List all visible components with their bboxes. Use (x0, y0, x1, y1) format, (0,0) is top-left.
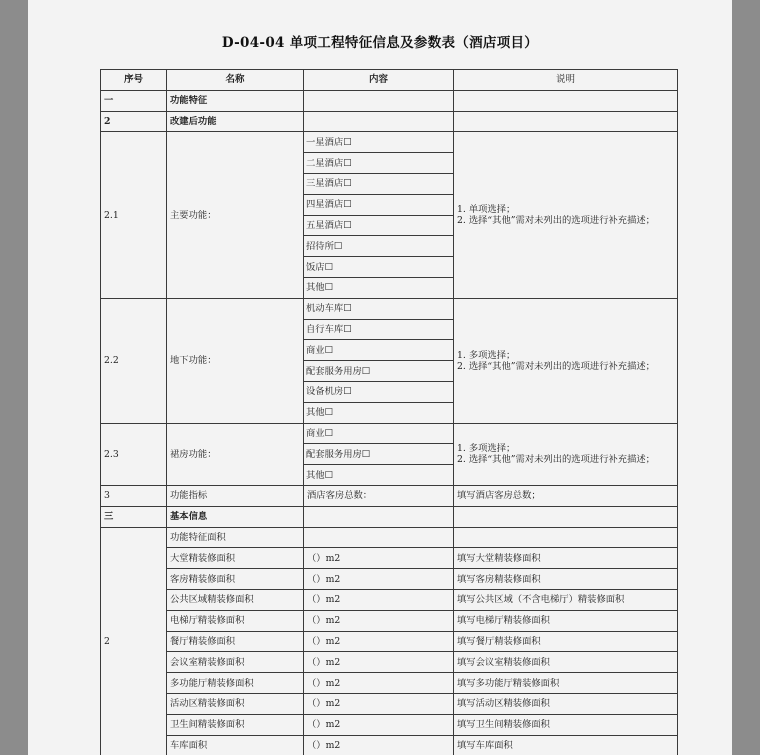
name-cell: 公共区域精装修面积 (167, 589, 304, 610)
table-row (101, 527, 678, 548)
seq-cell: 3 (101, 485, 167, 506)
content-cell[interactable] (304, 527, 454, 548)
table-row (101, 548, 678, 569)
content-cell[interactable]: （）m2 (304, 569, 454, 590)
content-cell[interactable]: （）m2 (304, 548, 454, 569)
option-cell[interactable]: 二星酒店☐ (304, 153, 454, 174)
header-seq: 序号 (101, 70, 167, 91)
content-cell[interactable]: （）m2 (304, 673, 454, 694)
content-cell[interactable]: 酒店客房总数： (304, 485, 454, 506)
name-cell: 活动区精装修面积 (167, 693, 304, 714)
page-title: D-04-04 单项工程特征信息及参数表（酒店项目） (221, 35, 539, 51)
seq-cell: 2.3 (101, 423, 167, 485)
seq-cell: 2.1 (101, 132, 167, 298)
name-cell: 基本信息 (167, 506, 304, 527)
name-cell: 客房精装修面积 (167, 569, 304, 590)
seq-cell: 2.2 (101, 298, 167, 423)
option-cell[interactable]: 招待所☐ (304, 236, 454, 257)
section-row (101, 506, 678, 527)
table-row (101, 693, 678, 714)
desc-cell: 填写公共区域（不含电梯厅）精装修面积 (454, 589, 678, 610)
table-row (101, 631, 678, 652)
name-cell: 功能特征面积 (167, 527, 304, 548)
table-row (101, 673, 678, 694)
desc-cell: 1. 多项选择； 2. 选择“其他”需对未列出的选项进行补充描述； (454, 423, 678, 485)
name-cell: 餐厅精装修面积 (167, 631, 304, 652)
seq-cell: 2 (101, 527, 167, 755)
table-row (101, 569, 678, 590)
name-cell: 地下功能： (167, 298, 304, 423)
desc-cell: 填写餐厅精装修面积 (454, 631, 678, 652)
option-cell[interactable]: 饭店☐ (304, 257, 454, 278)
content-cell[interactable]: （）m2 (304, 652, 454, 673)
name-cell: 功能特征 (167, 90, 304, 111)
desc-cell: 填写卫生间精装修面积 (454, 714, 678, 735)
table-row (101, 132, 678, 153)
desc-cell (454, 527, 678, 548)
desc-cell: 填写客房精装修面积 (454, 569, 678, 590)
content-cell[interactable]: （）m2 (304, 589, 454, 610)
header-name: 名称 (167, 70, 304, 91)
table-row (101, 610, 678, 631)
content-cell[interactable]: （）m2 (304, 610, 454, 631)
table-row (101, 485, 678, 506)
option-cell[interactable]: 五星酒店☐ (304, 215, 454, 236)
seq-cell: 2 (101, 111, 167, 132)
content-cell[interactable]: （）m2 (304, 735, 454, 755)
desc-cell: 填写大堂精装修面积 (454, 548, 678, 569)
content-cell[interactable]: （）m2 (304, 631, 454, 652)
name-cell: 功能指标 (167, 485, 304, 506)
option-cell[interactable]: 自行车库☐ (304, 319, 454, 340)
name-cell: 多功能厅精装修面积 (167, 673, 304, 694)
name-cell: 改建后功能 (167, 111, 304, 132)
table-row (101, 735, 678, 755)
name-cell: 电梯厅精装修面积 (167, 610, 304, 631)
desc-cell: 填写酒店客房总数； (454, 485, 678, 506)
table-row (101, 714, 678, 735)
parameter-table (100, 69, 678, 755)
desc-cell: 1. 单项选择； 2. 选择“其他”需对未列出的选项进行补充描述； (454, 132, 678, 298)
option-cell[interactable]: 三星酒店☐ (304, 173, 454, 194)
option-cell[interactable]: 商业☐ (304, 340, 454, 361)
header-row (101, 70, 678, 91)
table-row (101, 298, 678, 319)
desc-cell: 填写会议室精装修面积 (454, 652, 678, 673)
name-cell: 会议室精装修面积 (167, 652, 304, 673)
table-row (101, 423, 678, 444)
desc-cell: 填写多功能厅精装修面积 (454, 673, 678, 694)
desc-cell: 1. 多项选择； 2. 选择“其他”需对未列出的选项进行补充描述； (454, 298, 678, 423)
option-cell[interactable]: 配套服务用房☐ (304, 361, 454, 382)
desc-cell: 填写活动区精装修面积 (454, 693, 678, 714)
seq-cell: 一 (101, 90, 167, 111)
name-cell: 车库面积 (167, 735, 304, 755)
name-cell: 卫生间精装修面积 (167, 714, 304, 735)
option-cell[interactable]: 其他☐ (304, 465, 454, 486)
header-desc: 说明 (454, 70, 678, 91)
table-row (101, 652, 678, 673)
option-cell[interactable]: 其他☐ (304, 277, 454, 298)
header-content: 内容 (304, 70, 454, 91)
table-row (101, 589, 678, 610)
option-cell[interactable]: 四星酒店☐ (304, 194, 454, 215)
content-cell[interactable]: （）m2 (304, 714, 454, 735)
option-cell[interactable]: 其他☐ (304, 402, 454, 423)
section-row (101, 90, 678, 111)
section-row (101, 111, 678, 132)
seq-cell: 三 (101, 506, 167, 527)
document-page (28, 0, 732, 755)
option-cell[interactable]: 机动车库☐ (304, 298, 454, 319)
option-cell[interactable]: 商业☐ (304, 423, 454, 444)
desc-cell: 填写电梯厅精装修面积 (454, 610, 678, 631)
content-cell[interactable]: （）m2 (304, 693, 454, 714)
option-cell[interactable]: 设备机房☐ (304, 381, 454, 402)
name-cell: 大堂精装修面积 (167, 548, 304, 569)
option-cell[interactable]: 配套服务用房☐ (304, 444, 454, 465)
option-cell[interactable]: 一星酒店☐ (304, 132, 454, 153)
desc-cell: 填写车库面积 (454, 735, 678, 755)
name-cell: 裙房功能： (167, 423, 304, 485)
name-cell: 主要功能： (167, 132, 304, 298)
